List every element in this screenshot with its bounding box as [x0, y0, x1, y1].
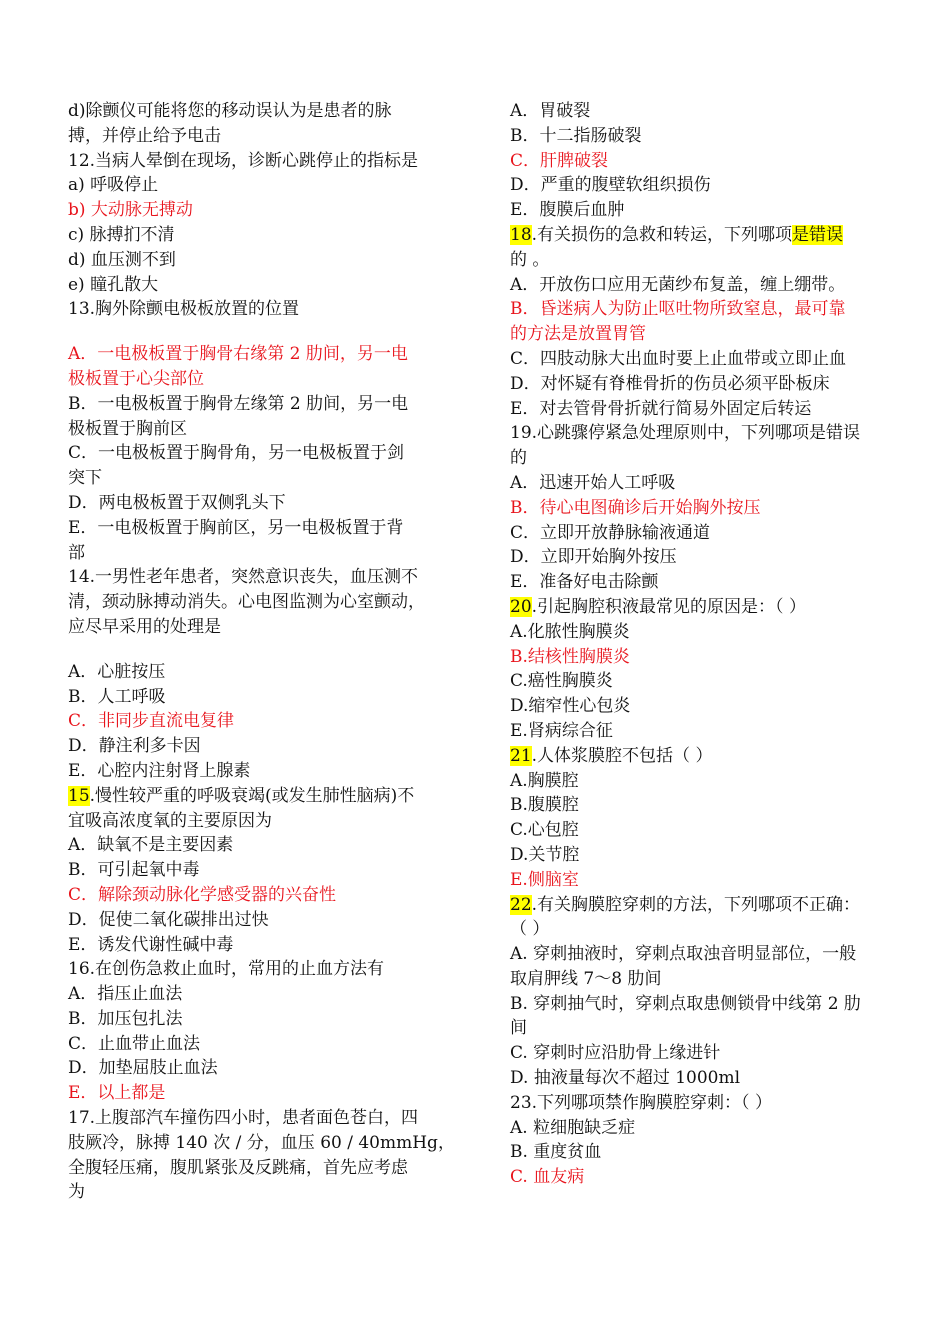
- answer-line: [68, 367, 460, 392]
- line-text: .慢性较严重的呼吸衰竭(或发生肺性脑病)不: [89, 785, 415, 806]
- highlighted-question-number: 22: [510, 894, 532, 915]
- line-text: A．开放伤口应用无菌纱布复盖，缠上绷带。: [510, 274, 846, 295]
- line-text: d) 血压测不到: [68, 249, 176, 270]
- text-line: [510, 198, 895, 223]
- line-text: 肢厥冷，脉搏 140 次 / 分，血压 60 / 40mmHg，: [68, 1132, 455, 1153]
- line-text: e) 瞳孔散大: [68, 274, 159, 295]
- text-line: [68, 466, 460, 491]
- text-line: [68, 1131, 460, 1156]
- line-text: .有关胸膜腔穿刺的方法，下列哪项不正确：: [531, 894, 861, 915]
- line-text: E．心腔内注射肾上腺素: [68, 760, 251, 781]
- answer-line: [510, 1165, 895, 1190]
- line-text: d)除颤仪可能将您的移动误认为是患者的脉: [68, 101, 392, 121]
- line-text: .有关损伤的急救和转运，下列哪项: [531, 224, 793, 245]
- text-line: [68, 908, 460, 933]
- text-line: [68, 982, 460, 1007]
- text-line: [68, 491, 460, 516]
- line-text: E.肾病综合征: [510, 720, 613, 741]
- line-text: C．解除颈动脉化学感受器的兴奋性: [68, 884, 337, 905]
- text-line: [510, 446, 895, 471]
- text-line: [68, 615, 460, 640]
- line-text: 16.在创伤急救止血时，常用的止血方法有: [68, 959, 385, 980]
- line-text: E．一电极板置于胸前区，另一电极板置于背: [68, 517, 404, 538]
- text-line: [68, 417, 460, 442]
- text-line: [68, 565, 460, 590]
- text-line: [510, 545, 895, 570]
- line-text: 间: [510, 1018, 527, 1039]
- text-line: [510, 99, 895, 124]
- line-text: A．指压止血法: [68, 984, 183, 1005]
- line-text: D．加垫屈肢止血法: [68, 1058, 218, 1079]
- line-text: 23.下列哪项禁作胸膜腔穿刺：（ ）: [510, 1092, 772, 1113]
- left-column: [68, 99, 460, 1205]
- answer-line: [510, 868, 895, 893]
- line-text: D.缩窄性心包炎: [510, 696, 631, 717]
- line-text: B．人工呼吸: [68, 686, 166, 707]
- answer-line: [510, 496, 895, 521]
- line-text: 全腹轻压痛，腹肌紧张及反跳痛，首先应考虑: [68, 1157, 408, 1178]
- line-text: D. 抽液量每次不超过 1000ml: [510, 1068, 741, 1089]
- line-text: .人体浆膜腔不包括（ ）: [531, 745, 713, 766]
- text-line: [68, 297, 460, 322]
- line-text: 的 。: [510, 249, 550, 270]
- line-text: C. 血友病: [510, 1167, 585, 1188]
- line-text: 应尽早采用的处理是: [68, 616, 221, 637]
- text-line: [510, 1140, 895, 1165]
- line-text: A．心脏按压: [68, 661, 166, 682]
- text-line: [68, 1180, 460, 1205]
- line-text: .引起胸腔积液最常见的原因是：（ ）: [531, 596, 806, 617]
- line-text: C．止血带止血法: [68, 1033, 201, 1054]
- line-text: C．一电极板置于胸骨角，另一电极板置于剑: [68, 443, 405, 464]
- text-line: [68, 149, 460, 174]
- text-line: [510, 248, 895, 273]
- text-line: [68, 1032, 460, 1057]
- line-text: （ ）: [510, 919, 550, 940]
- line-text: b) 大动脉无搏动: [68, 200, 193, 221]
- line-text: 宜吸高浓度氧的主要原因为: [68, 810, 272, 831]
- line-text: D．促使二氧化碳排出过快: [68, 909, 269, 930]
- text-line: [68, 957, 460, 982]
- text-line: [68, 223, 460, 248]
- line-text: A. 穿刺抽液时，穿刺点取浊音明显部位，一般: [510, 944, 857, 965]
- text-line: [510, 347, 895, 372]
- answer-line: [510, 149, 895, 174]
- answer-line: [68, 1081, 460, 1106]
- text-line: [510, 719, 895, 744]
- highlighted-question-number: 15: [68, 785, 90, 806]
- line-text: C．四肢动脉大出血时要上止血带或立即止血: [510, 348, 847, 369]
- text-line: [510, 942, 895, 967]
- text-line: [510, 917, 895, 942]
- line-text: C.癌性胸膜炎: [510, 671, 613, 692]
- line-text: 19.心跳骤停紧急处理原则中，下列哪项是错误: [510, 423, 861, 444]
- text-line: [510, 372, 895, 397]
- text-line: [510, 669, 895, 694]
- text-line: [510, 595, 895, 620]
- line-text: C．肝脾破裂: [510, 150, 609, 171]
- line-text: C．非同步直流电复律: [68, 711, 235, 732]
- text-line: [68, 248, 460, 273]
- line-text: C. 穿刺时应沿肋骨上缘进针: [510, 1043, 721, 1064]
- text-line: [510, 397, 895, 422]
- text-line: [68, 833, 460, 858]
- highlighted-text: 是错误: [792, 224, 844, 245]
- text-line: [510, 620, 895, 645]
- line-text: B. 穿刺抽气时，穿刺点取患侧锁骨中线第 2 肋: [510, 993, 861, 1014]
- line-text: B. 重度贫血: [510, 1142, 602, 1163]
- text-line: [68, 541, 460, 566]
- text-line: [510, 521, 895, 546]
- text-line: [510, 273, 895, 298]
- line-text: 清，颈动脉搏动消失。心电图监测为心室颤动，: [68, 592, 425, 613]
- line-text: B．可引起氧中毒: [68, 860, 200, 881]
- line-text: E.侧脑室: [510, 869, 579, 890]
- line-text: E．诱发代谢性碱中毒: [68, 934, 234, 955]
- text-line: [510, 173, 895, 198]
- text-line: [510, 769, 895, 794]
- line-text: A. 粒细胞缺乏症: [510, 1117, 636, 1138]
- line-text: D.关节腔: [510, 844, 580, 865]
- blank-line: [68, 640, 460, 660]
- text-line: [510, 471, 895, 496]
- line-text: D．立即开始胸外按压: [510, 547, 677, 568]
- line-text: A．缺氧不是主要因素: [68, 835, 234, 856]
- line-text: A．一电极板置于胸骨右缘第 2 肋间，另一电: [68, 344, 408, 365]
- line-text: B．一电极板置于胸骨左缘第 2 肋间，另一电: [68, 393, 409, 414]
- answer-line: [68, 342, 460, 367]
- line-text: E．准备好电击除颤: [510, 572, 659, 593]
- text-line: [510, 694, 895, 719]
- answer-line: [68, 709, 460, 734]
- text-line: [68, 858, 460, 883]
- line-text: a) 呼吸停止: [68, 175, 159, 196]
- line-text: 的方法是放置胃管: [510, 324, 646, 345]
- text-line: [68, 1007, 460, 1032]
- text-line: [68, 124, 460, 149]
- answer-line: [510, 297, 895, 322]
- right-column: [510, 99, 895, 1190]
- answer-line: [510, 322, 895, 347]
- line-text: 极板置于胸前区: [68, 418, 187, 439]
- line-text: 部: [68, 542, 85, 563]
- line-text: B．昏迷病人为防止呕吐物所致窒息，最可靠: [510, 299, 846, 320]
- highlighted-question-number: 20: [510, 596, 532, 617]
- text-line: [68, 660, 460, 685]
- text-line: [68, 1156, 460, 1181]
- text-line: [510, 818, 895, 843]
- line-text: B.腹膜腔: [510, 795, 579, 816]
- text-line: [68, 734, 460, 759]
- line-text: 的: [510, 448, 527, 469]
- line-text: A.化脓性胸膜炎: [510, 621, 630, 642]
- text-line: [510, 793, 895, 818]
- line-text: D．严重的腹壁软组织损伤: [510, 175, 711, 196]
- text-line: [510, 744, 895, 769]
- text-line: [510, 843, 895, 868]
- line-text: C.心包腔: [510, 820, 579, 841]
- text-line: [68, 99, 460, 124]
- text-line: [68, 1106, 460, 1131]
- text-line: [68, 273, 460, 298]
- line-text: A．迅速开始人工呼吸: [510, 472, 676, 493]
- line-text: A.胸膜腔: [510, 770, 579, 791]
- line-text: E．对去管骨骨折就行简易外固定后转运: [510, 398, 812, 419]
- line-text: A．胃破裂: [510, 101, 591, 121]
- text-line: [68, 1056, 460, 1081]
- text-line: [68, 173, 460, 198]
- line-text: 17.上腹部汽车撞伤四小时，患者面色苍白，四: [68, 1108, 419, 1129]
- text-line: [510, 893, 895, 918]
- text-line: [510, 1016, 895, 1041]
- text-line: [68, 685, 460, 710]
- line-text: 搏，并停止给予电击: [68, 125, 221, 146]
- line-text: D．两电极板置于双侧乳头下: [68, 492, 286, 513]
- text-line: [510, 992, 895, 1017]
- line-text: D．静注利多卡因: [68, 736, 201, 757]
- line-text: 13.胸外除颤电极板放置的位置: [68, 299, 300, 320]
- answer-line: [68, 198, 460, 223]
- line-text: E．腹膜后血肿: [510, 200, 625, 221]
- line-text: 12.当病人晕倒在现场，诊断心跳停止的指标是: [68, 150, 419, 171]
- line-text: 14.一男性老年患者，突然意识丧失，血压测不: [68, 567, 419, 588]
- answer-line: [68, 883, 460, 908]
- line-text: 取肩胛线 7～8 肋间: [510, 968, 662, 989]
- text-line: [68, 516, 460, 541]
- text-line: [68, 590, 460, 615]
- line-text: C．立即开放静脉输液通道: [510, 522, 711, 543]
- highlighted-question-number: 21: [510, 745, 532, 766]
- text-line: [510, 1091, 895, 1116]
- text-line: [68, 392, 460, 417]
- line-text: B．待心电图确诊后开始胸外按压: [510, 497, 761, 518]
- line-text: 极板置于心尖部位: [68, 368, 204, 389]
- line-text: B.结核性胸膜炎: [510, 646, 630, 667]
- text-line: [68, 441, 460, 466]
- line-text: 突下: [68, 468, 102, 489]
- text-line: [510, 1041, 895, 1066]
- line-text: B．十二指肠破裂: [510, 125, 642, 146]
- text-line: [68, 784, 460, 809]
- line-text: B．加压包扎法: [68, 1008, 183, 1029]
- text-line: [68, 809, 460, 834]
- text-line: [68, 933, 460, 958]
- text-line: [510, 421, 895, 446]
- text-line: [68, 759, 460, 784]
- text-line: [510, 967, 895, 992]
- line-text: E．以上都是: [68, 1083, 166, 1104]
- text-line: [510, 124, 895, 149]
- text-line: [510, 1116, 895, 1141]
- text-line: [510, 223, 895, 248]
- text-line: [510, 1066, 895, 1091]
- line-text: c) 脉搏扪不清: [68, 224, 175, 245]
- highlighted-question-number: 18: [510, 224, 532, 245]
- text-line: [510, 570, 895, 595]
- line-text: 为: [68, 1182, 85, 1203]
- line-text: D．对怀疑有脊椎骨折的伤员必须平卧板床: [510, 373, 830, 394]
- answer-line: [510, 645, 895, 670]
- blank-line: [68, 322, 460, 342]
